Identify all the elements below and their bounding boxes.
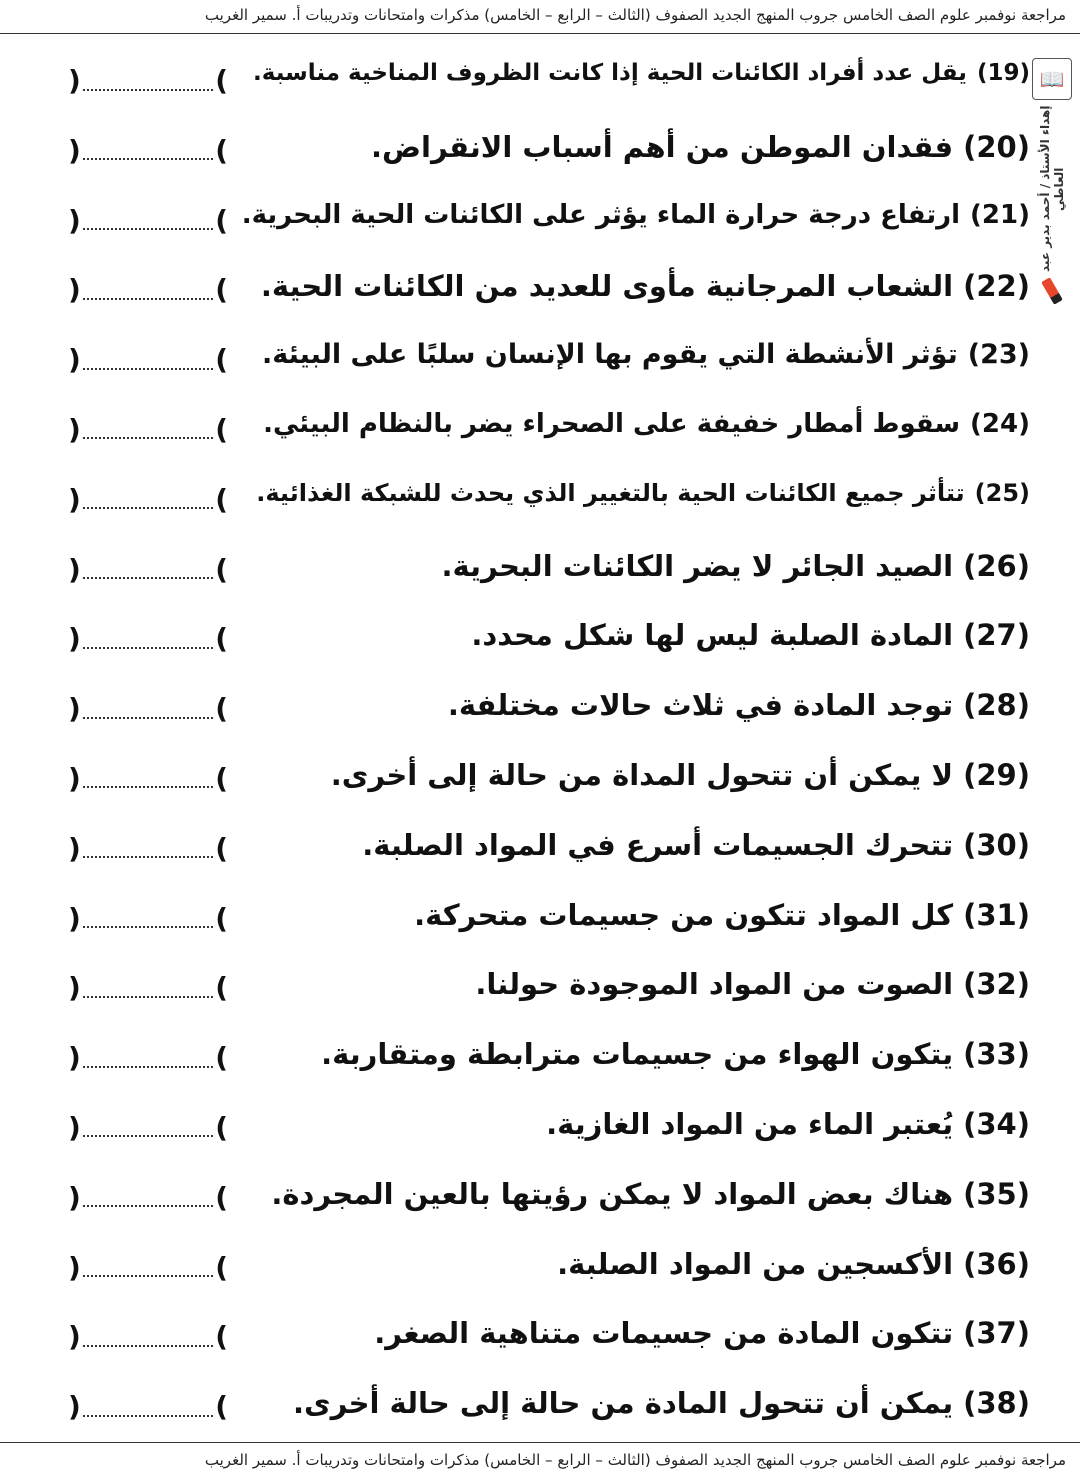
answer-dotted-line[interactable]: [83, 489, 213, 509]
question-statement: [262, 339, 1030, 370]
paren-close: (: [215, 482, 228, 516]
answer-dotted-line[interactable]: [83, 419, 213, 439]
question-number: (32): [963, 967, 1030, 1002]
question-number: (20): [963, 129, 1030, 164]
question-row: [0, 48, 1080, 118]
answer-blank[interactable]: [68, 483, 228, 516]
question-text: ارتفاع درجة حرارة الماء يؤثر على الكائنات الحية البحرية.: [241, 199, 961, 230]
question-number: (27): [963, 618, 1030, 653]
question-text: الصيد الجائر لا يضر الكائنات البحرية.: [441, 548, 954, 583]
question-number: (26): [963, 548, 1030, 583]
paren-close: (: [215, 133, 228, 167]
question-statement: [414, 898, 1030, 932]
paren-open: ): [68, 1180, 81, 1214]
answer-dotted-line[interactable]: [83, 1117, 213, 1137]
paren-close: (: [215, 622, 228, 656]
paren-open: ): [68, 901, 81, 935]
answer-dotted-line[interactable]: [83, 1397, 213, 1417]
question-row: [0, 676, 1080, 746]
paren-close: (: [215, 1180, 228, 1214]
questions-list: [0, 48, 1080, 1444]
paren-close: (: [215, 761, 228, 795]
question-row: [0, 188, 1080, 258]
question-number: (34): [963, 1106, 1030, 1141]
answer-blank[interactable]: [68, 343, 228, 376]
question-text: يُعتبر الماء من المواد الغازية.: [546, 1106, 954, 1141]
paren-open: ): [68, 343, 81, 377]
answer-dotted-line[interactable]: [83, 978, 213, 998]
question-row: [0, 1165, 1080, 1235]
question-row: [0, 955, 1080, 1025]
question-text: يمكن أن تتحول المادة من حالة إلى حالة أخرى.: [292, 1386, 954, 1421]
answer-blank[interactable]: [68, 1320, 228, 1353]
question-number: (28): [963, 688, 1030, 723]
answer-dotted-line[interactable]: [83, 140, 213, 160]
question-number: (37): [963, 1316, 1030, 1351]
answer-blank[interactable]: [68, 553, 228, 586]
paren-open: ): [68, 1250, 81, 1284]
question-row: [0, 397, 1080, 467]
question-statement: [253, 60, 1030, 86]
answer-dotted-line[interactable]: [83, 768, 213, 788]
answer-blank[interactable]: [68, 413, 228, 446]
question-row: [0, 537, 1080, 607]
paren-close: (: [215, 831, 228, 865]
question-text: الأكسجين من المواد الصلبة.: [557, 1246, 954, 1281]
question-statement: [321, 1037, 1030, 1071]
question-text: توجد المادة في ثلاث حالات مختلفة.: [447, 688, 954, 723]
book-icon: 📖: [1032, 58, 1072, 100]
question-row: [0, 606, 1080, 676]
question-text: تؤثر الأنشطة التي يقوم بها الإنسان سلبًا على البيئة.: [262, 339, 958, 371]
question-row: [0, 1095, 1080, 1165]
question-text: فقدان الموطن من أهم أسباب الانقراض.: [370, 129, 954, 164]
question-text: تتحرك الجسيمات أسرع في المواد الصلبة.: [362, 827, 954, 862]
answer-dotted-line[interactable]: [83, 280, 213, 300]
question-number: (23): [967, 339, 1030, 371]
question-statement: [256, 479, 1030, 507]
paren-open: ): [68, 482, 81, 516]
paren-close: (: [215, 203, 228, 237]
paren-open: ): [68, 552, 81, 586]
answer-blank[interactable]: [68, 692, 228, 725]
question-statement: [371, 130, 1030, 164]
page-footer: مراجعة نوفمبر علوم الصف الخامس جروب المنهج الجديد الصفوف (الثالث – الرابع – الخامس) مذكرات وامتحانات وتدريبات أ. سمير الغريب: [0, 1442, 1080, 1476]
paren-open: ): [68, 1320, 81, 1354]
question-number: (29): [963, 757, 1030, 792]
question-row: [0, 1235, 1080, 1305]
question-number: (33): [963, 1037, 1030, 1072]
question-statement: [261, 269, 1030, 303]
question-row: [0, 257, 1080, 327]
question-number: (19): [976, 60, 1030, 86]
paren-open: ): [68, 692, 81, 726]
answer-blank[interactable]: [68, 64, 228, 97]
paren-close: (: [215, 1110, 228, 1144]
question-text: لا يمكن أن تتحول المداة من حالة إلى أخرى.: [330, 757, 954, 792]
question-text: الصوت من المواد الموجودة حولنا.: [475, 967, 954, 1002]
answer-blank[interactable]: [68, 1251, 228, 1284]
question-text: المادة الصلبة ليس لها شكل محدد.: [471, 618, 954, 653]
question-statement: [374, 1316, 1030, 1350]
question-statement: [557, 1247, 1030, 1281]
paren-open: ): [68, 1390, 81, 1424]
answer-dotted-line[interactable]: [83, 908, 213, 928]
paren-close: (: [215, 1390, 228, 1424]
stamp-text: إهداء الأستاذ / أحمد بدير عبد العاطي: [1038, 105, 1066, 273]
paren-close: (: [215, 971, 228, 1005]
answer-blank[interactable]: [68, 1181, 228, 1214]
answer-blank[interactable]: [68, 204, 228, 237]
question-row: [0, 886, 1080, 956]
paren-open: ): [68, 203, 81, 237]
paren-close: (: [215, 343, 228, 377]
question-statement: [331, 758, 1030, 792]
answer-dotted-line[interactable]: [83, 1187, 213, 1207]
question-row: [0, 118, 1080, 188]
question-number: (24): [970, 408, 1030, 439]
paren-close: (: [215, 1041, 228, 1075]
paren-open: ): [68, 622, 81, 656]
answer-blank[interactable]: [68, 971, 228, 1004]
question-statement: [475, 967, 1030, 1001]
question-statement: [448, 688, 1030, 722]
answer-dotted-line[interactable]: [83, 1048, 213, 1068]
paren-open: ): [68, 971, 81, 1005]
question-row: [0, 1025, 1080, 1095]
answer-blank[interactable]: [68, 832, 228, 865]
question-number: (22): [963, 269, 1030, 304]
paren-open: ): [68, 273, 81, 307]
paren-open: ): [68, 761, 81, 795]
question-row: [0, 467, 1080, 537]
question-statement: [293, 1386, 1030, 1420]
question-text: تتكون المادة من جسيمات متناهية الصغر.: [374, 1316, 954, 1351]
answer-dotted-line[interactable]: [83, 1327, 213, 1347]
paren-close: (: [215, 901, 228, 935]
paren-close: (: [215, 273, 228, 307]
question-statement: [471, 618, 1030, 652]
question-statement: [271, 1177, 1030, 1211]
paren-open: ): [68, 1041, 81, 1075]
question-number: (21): [970, 199, 1030, 230]
question-text: يتكون الهواء من جسيمات مترابطة ومتقاربة.: [321, 1037, 954, 1072]
answer-blank[interactable]: [68, 902, 228, 935]
question-statement: [362, 828, 1030, 862]
paren-open: ): [68, 412, 81, 446]
question-text: كل المواد تتكون من جسيمات متحركة.: [414, 897, 954, 932]
answer-blank[interactable]: [68, 134, 228, 167]
answer-blank[interactable]: [68, 762, 228, 795]
page-header: مراجعة نوفمبر علوم الصف الخامس جروب المنهج الجديد الصفوف (الثالث – الرابع – الخامس) مذكرات وامتحانات وتدريبات أ. سمير الغريب: [0, 0, 1080, 34]
question-statement: [442, 549, 1030, 583]
question-text: الشعاب المرجانية مأوى للعديد من الكائنات الحية.: [260, 269, 954, 304]
question-statement: [242, 200, 1030, 230]
question-statement: [546, 1107, 1030, 1141]
question-row: [0, 1304, 1080, 1374]
question-number: (36): [963, 1246, 1030, 1281]
paren-open: ): [68, 1110, 81, 1144]
question-number: (38): [963, 1386, 1030, 1421]
answer-blank[interactable]: [68, 1041, 228, 1074]
answer-blank[interactable]: [68, 622, 228, 655]
question-text: يقل عدد أفراد الكائنات الحية إذا كانت الظروف المناخية مناسبة.: [253, 60, 967, 86]
paren-open: ): [68, 831, 81, 865]
answer-blank[interactable]: [68, 273, 228, 306]
answer-dotted-line[interactable]: [83, 210, 213, 230]
question-text: تتأثر جميع الكائنات الحية بالتغيير الذي يحدث للشبكة الغذائية.: [256, 478, 965, 507]
answer-dotted-line[interactable]: [83, 629, 213, 649]
paren-close: (: [215, 1250, 228, 1284]
question-number: (31): [963, 897, 1030, 932]
answer-blank[interactable]: [68, 1390, 228, 1423]
answer-blank[interactable]: [68, 1111, 228, 1144]
question-row: [0, 1374, 1080, 1444]
question-row: [0, 327, 1080, 397]
paren-open: ): [68, 64, 81, 97]
paren-close: (: [215, 64, 228, 97]
paren-open: ): [68, 133, 81, 167]
question-text: هناك بعض المواد لا يمكن رؤيتها بالعين المجردة.: [271, 1176, 954, 1211]
question-number: (35): [963, 1176, 1030, 1211]
paren-close: (: [215, 412, 228, 446]
question-row: [0, 746, 1080, 816]
answer-dotted-line[interactable]: [83, 559, 213, 579]
paren-close: (: [215, 1320, 228, 1354]
answer-dotted-line[interactable]: [83, 71, 213, 91]
paren-close: (: [215, 552, 228, 586]
paren-close: (: [215, 692, 228, 726]
answer-dotted-line[interactable]: [83, 838, 213, 858]
answer-dotted-line[interactable]: [83, 1257, 213, 1277]
question-row: [0, 816, 1080, 886]
question-text: سقوط أمطار خفيفة على الصحراء يضر بالنظام البيئي.: [263, 408, 961, 439]
answer-dotted-line[interactable]: [83, 699, 213, 719]
answer-dotted-line[interactable]: [83, 350, 213, 370]
question-statement: [263, 409, 1030, 439]
question-number: (30): [963, 827, 1030, 862]
question-number: (25): [974, 478, 1030, 507]
